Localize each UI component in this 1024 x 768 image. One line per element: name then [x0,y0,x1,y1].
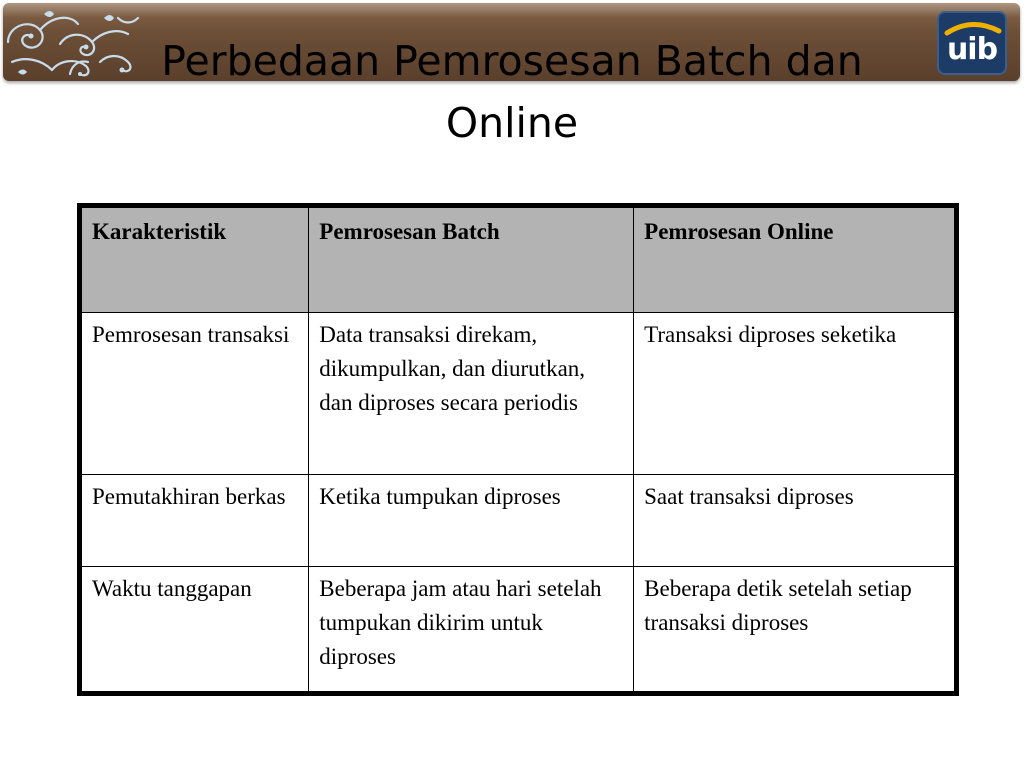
table-cell: Pemutakhiran berkas [80,475,309,567]
table-cell: Saat transaksi diproses [634,475,957,567]
table-cell: Pemrosesan transaksi [80,313,309,475]
logo-text: uib [946,32,998,67]
table-row [80,475,957,567]
table-cell: Data transaksi direkam, dikumpulkan, dan diurutkan, dan diproses secara periodis [309,313,634,475]
table-row [80,313,957,475]
table-cell: Waktu tanggapan [80,567,309,694]
title-line-1: Perbedaan Pemrosesan Batch dan [161,37,863,85]
table-cell: Transaksi diproses seketika [634,313,957,475]
column-header: Pemrosesan Online [634,206,957,313]
page-title [100,30,924,154]
table-row [80,567,957,694]
column-header: Pemrosesan Batch [309,206,634,313]
table-cell: Beberapa detik setelah setiap transaksi diproses [634,567,957,694]
column-header: Karakteristik [80,206,309,313]
comparison-table [77,203,959,696]
uib-logo [937,11,1007,75]
table-header-row [80,206,957,313]
table-cell: Beberapa jam atau hari setelah tumpukan dikirim untuk diproses [309,567,634,694]
table-cell: Ketika tumpukan diproses [309,475,634,567]
banner-sheen [3,3,1020,17]
title-line-2: Online [445,99,579,147]
